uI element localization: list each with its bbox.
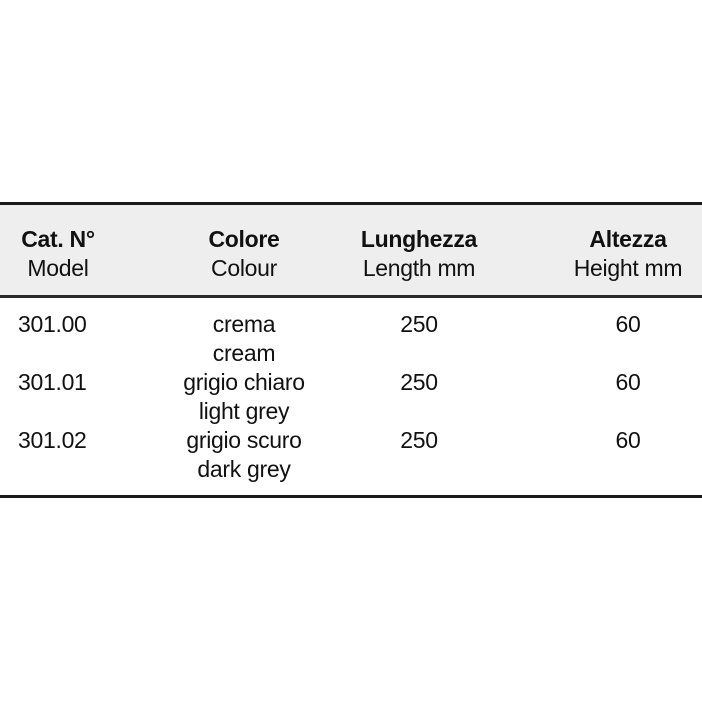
cell-model: 301.02 — [18, 427, 87, 453]
header-length-en: Length mm — [362, 255, 476, 281]
cell-colour-en: light grey — [198, 398, 290, 424]
cell-colour-it: crema — [212, 311, 276, 337]
header-height-it: Altezza — [589, 226, 667, 252]
cell-model: 301.00 — [18, 311, 87, 337]
header-model-en: Model — [27, 255, 89, 281]
table-body — [0, 298, 702, 495]
header-colour-en: Colour — [211, 255, 277, 281]
cell-height: 60 — [615, 427, 641, 453]
cell-height: 60 — [615, 311, 641, 337]
cell-length: 250 — [400, 369, 438, 395]
product-table — [0, 202, 702, 498]
header-colour-it: Colore — [208, 226, 280, 252]
cell-colour-en: cream — [212, 340, 276, 366]
table-row — [0, 298, 702, 366]
cell-model: 301.01 — [18, 369, 87, 395]
table-row — [0, 414, 702, 482]
header-length-it: Lunghezza — [360, 226, 478, 252]
table-bottom-rule — [0, 495, 702, 498]
cell-colour-it: grigio chiaro — [183, 369, 305, 395]
cell-length: 250 — [400, 311, 438, 337]
cell-height: 60 — [615, 369, 641, 395]
cell-colour-it: grigio scuro — [186, 427, 302, 453]
header-model-it: Cat. N° — [21, 226, 95, 252]
table-row — [0, 356, 702, 424]
header-height-en: Height mm — [573, 255, 683, 281]
table-header-row — [0, 205, 702, 295]
cell-colour-en: dark grey — [197, 456, 291, 482]
cell-length: 250 — [400, 427, 438, 453]
